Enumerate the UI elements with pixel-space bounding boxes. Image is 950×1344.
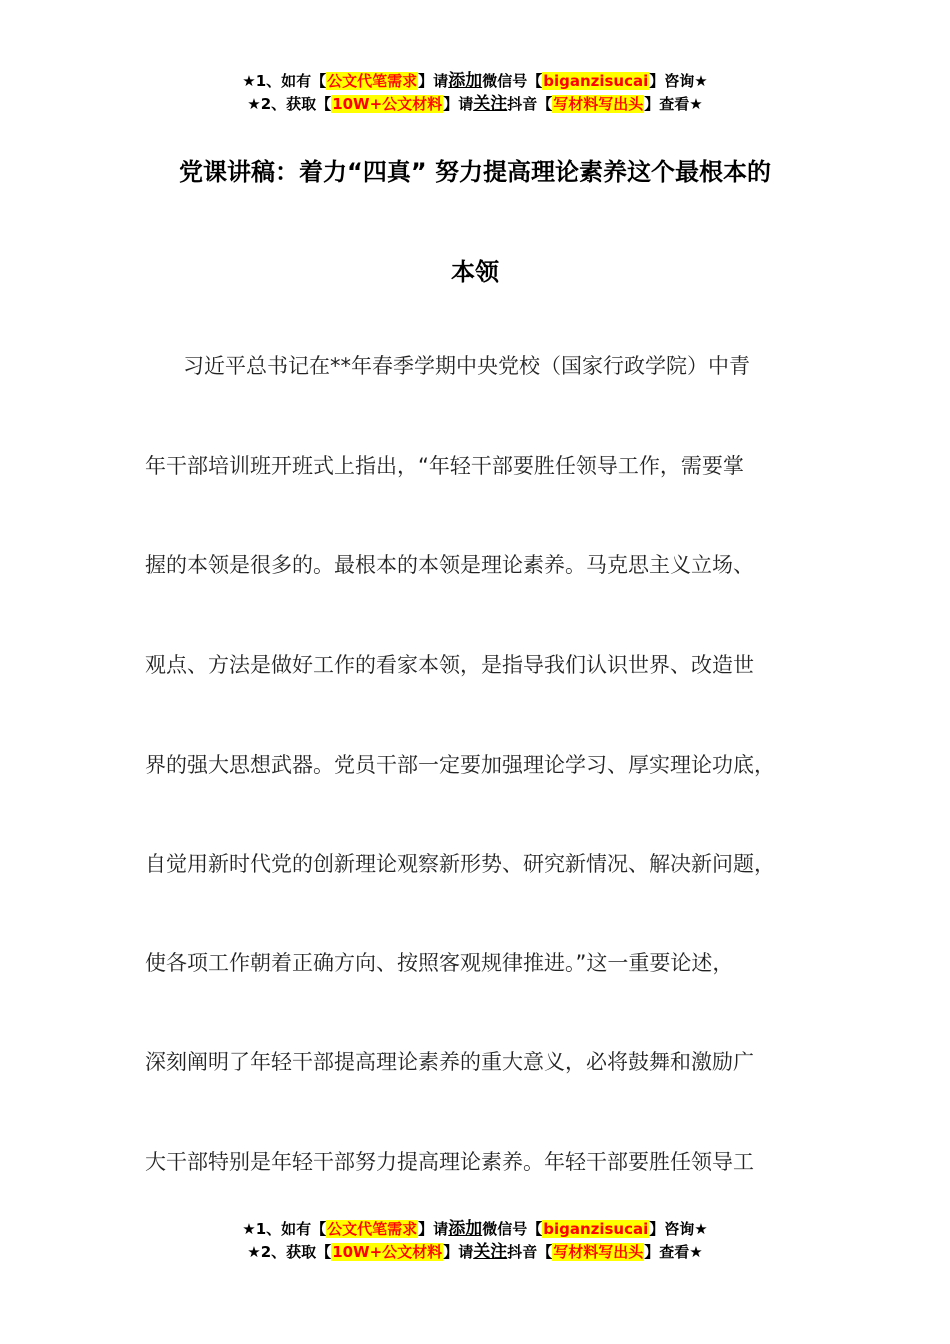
promo-highlight: 公文代笔需求 xyxy=(327,1220,418,1238)
promo-emphasis: 添加 xyxy=(448,71,483,91)
body-line: 使各项工作朝着正确方向、按照客观规律推进。”这一重要论述， xyxy=(145,951,734,975)
promo-line-2 xyxy=(0,93,950,116)
body-line: 深刻阐明了年轻干部提高理论素养的重大意义，必将鼓舞和激励广 xyxy=(145,1050,754,1074)
promo-text: ★2、获取【 xyxy=(247,95,332,113)
promo-text: 】请 xyxy=(418,72,449,90)
promo-emphasis: 关注 xyxy=(473,94,508,114)
promo-text: ★1、如有【 xyxy=(242,1220,327,1238)
promo-text: 】请 xyxy=(443,1243,474,1261)
promo-douyin-id: 写材料写出头 xyxy=(553,95,644,113)
promo-text: 微信号【 xyxy=(482,72,543,90)
promo-footer xyxy=(0,1218,950,1264)
promo-douyin-id: 写材料写出头 xyxy=(553,1243,644,1261)
promo-wechat-id: biganzisucai xyxy=(543,1220,649,1238)
promo-text: 抖音【 xyxy=(507,95,553,113)
promo-text: ★1、如有【 xyxy=(242,72,327,90)
promo-text: 】查看★ xyxy=(644,1243,703,1261)
promo-text: 微信号【 xyxy=(482,1220,543,1238)
promo-text: 】请 xyxy=(418,1220,449,1238)
promo-text: 】咨询★ xyxy=(649,1220,708,1238)
promo-header xyxy=(0,70,950,116)
promo-line-1 xyxy=(0,1218,950,1241)
promo-line-2 xyxy=(0,1241,950,1264)
body-line: 年干部培训班开班式上指出，“年轻干部要胜任领导工作，需要掌 xyxy=(145,454,744,478)
promo-wechat-id: biganzisucai xyxy=(543,72,649,90)
promo-emphasis: 关注 xyxy=(473,1242,508,1262)
promo-text: 】咨询★ xyxy=(649,72,708,90)
document-title-line-2: 本领 xyxy=(451,258,499,286)
body-line: 握的本领是很多的。最根本的本领是理论素养。马克思主义立场、 xyxy=(145,553,754,577)
promo-text: 】请 xyxy=(443,95,474,113)
body-line: 界的强大思想武器。党员干部一定要加强理论学习、厚实理论功底， xyxy=(145,753,775,777)
promo-highlight: 10W+公文材料 xyxy=(332,95,443,113)
body-line: 大干部特别是年轻干部努力提高理论素养。年轻干部要胜任领导工 xyxy=(145,1150,754,1174)
promo-text: 】查看★ xyxy=(644,95,703,113)
promo-highlight: 公文代笔需求 xyxy=(327,72,418,90)
document-title-line-1: 党课讲稿：着力“四真” 努力提高理论素养这个最根本的 xyxy=(179,158,771,186)
promo-text: 抖音【 xyxy=(507,1243,553,1261)
body-line: 观点、方法是做好工作的看家本领，是指导我们认识世界、改造世 xyxy=(145,653,754,677)
body-line: 自觉用新时代党的创新理论观察新形势、研究新情况、解决新问题， xyxy=(145,852,775,876)
promo-emphasis: 添加 xyxy=(448,1219,483,1239)
promo-line-1 xyxy=(0,70,950,93)
body-line: 习近平总书记在**年春季学期中央党校（国家行政学院）中青 xyxy=(183,354,750,378)
promo-highlight: 10W+公文材料 xyxy=(332,1243,443,1261)
promo-text: ★2、获取【 xyxy=(247,1243,332,1261)
